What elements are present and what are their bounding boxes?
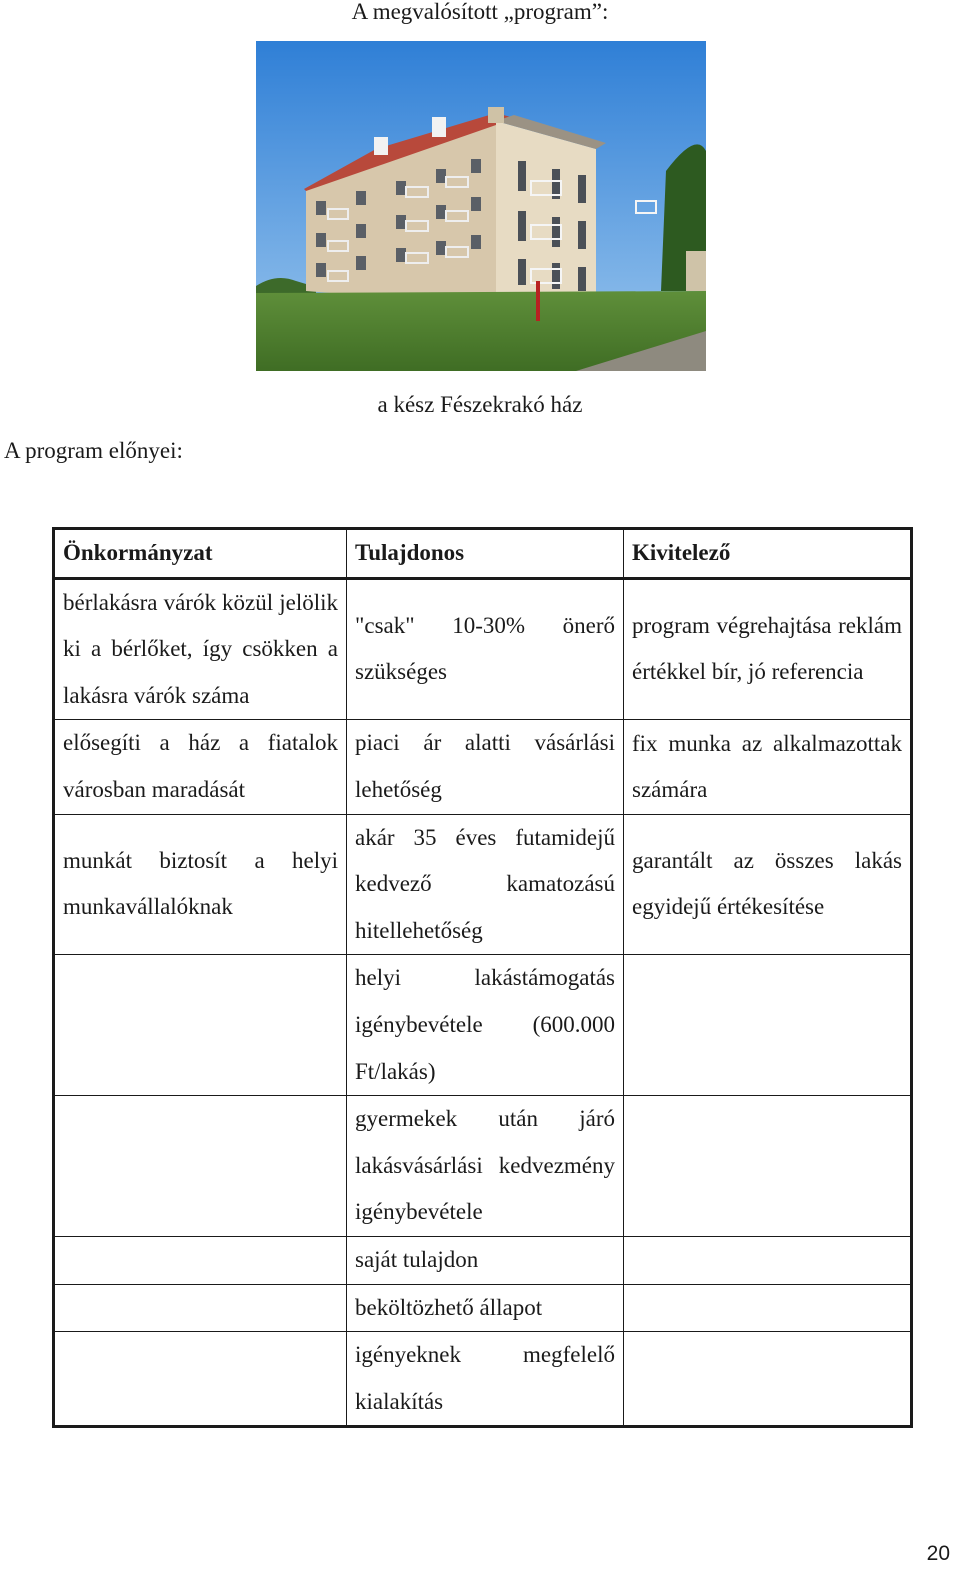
table-cell: beköltözhető állapot: [347, 1284, 624, 1332]
header-cell: Tulajdonos: [347, 529, 624, 579]
table-cell: helyi lakástámogatás igénybevétele (600.000 Ft/lakás): [347, 955, 624, 1096]
table-row: [54, 1096, 912, 1237]
table-row: [54, 1332, 912, 1427]
page-number: 20: [926, 1542, 950, 1565]
photo-caption: a kész Fészekrakó ház: [377, 392, 583, 417]
table-row: [54, 578, 912, 720]
table-cell: saját tulajdon: [347, 1236, 624, 1284]
table-cell: akár 35 éves futamidejű kedvező kamatozású hitellehetőség: [347, 814, 624, 955]
section-intro: A program előnyei:: [4, 438, 183, 463]
table-cell: bérlakásra várók közül jelölik ki a bérlőket, így csökken a lakásra várók száma: [54, 578, 347, 720]
table-cell: gyermekek után járó lakásvásárlási kedvezmény igénybevétele: [347, 1096, 624, 1237]
table-cell: program végrehajtása reklám értékkel bír, jó referencia: [624, 578, 912, 720]
table-cell: [624, 1332, 912, 1427]
table-cell: [54, 1236, 347, 1284]
table-cell: [624, 1236, 912, 1284]
table-header-row: [54, 529, 912, 579]
table-row: [54, 1284, 912, 1332]
building-photo: [256, 41, 706, 371]
header-cell: Kivitelező: [624, 529, 912, 579]
page-heading: A megvalósított „program”:: [351, 0, 609, 24]
table-row: [54, 955, 912, 1096]
table-cell: fix munka az alkalmazottak számára: [624, 720, 912, 814]
table-cell: [54, 1096, 347, 1237]
table-cell: [624, 1284, 912, 1332]
table-cell: munkát biztosít a helyi munkavállalóknak: [54, 814, 347, 955]
table-cell: [54, 1332, 347, 1427]
table-row: [54, 720, 912, 814]
advantages-table: [52, 527, 913, 1428]
table-cell: [624, 955, 912, 1096]
table-cell: igényeknek megfelelő kialakítás: [347, 1332, 624, 1427]
header-cell: Önkormányzat: [54, 529, 347, 579]
table-cell: elősegíti a ház a fiatalok városban maradását: [54, 720, 347, 814]
table-row: [54, 814, 912, 955]
table-cell: "csak" 10-30% önerő szükséges: [347, 578, 624, 720]
table-cell: garantált az összes lakás egyidejű értékesítése: [624, 814, 912, 955]
table-row: [54, 1236, 912, 1284]
table-cell: [54, 955, 347, 1096]
table-cell: piaci ár alatti vásárlási lehetőség: [347, 720, 624, 814]
table-cell: [624, 1096, 912, 1237]
table-cell: [54, 1284, 347, 1332]
